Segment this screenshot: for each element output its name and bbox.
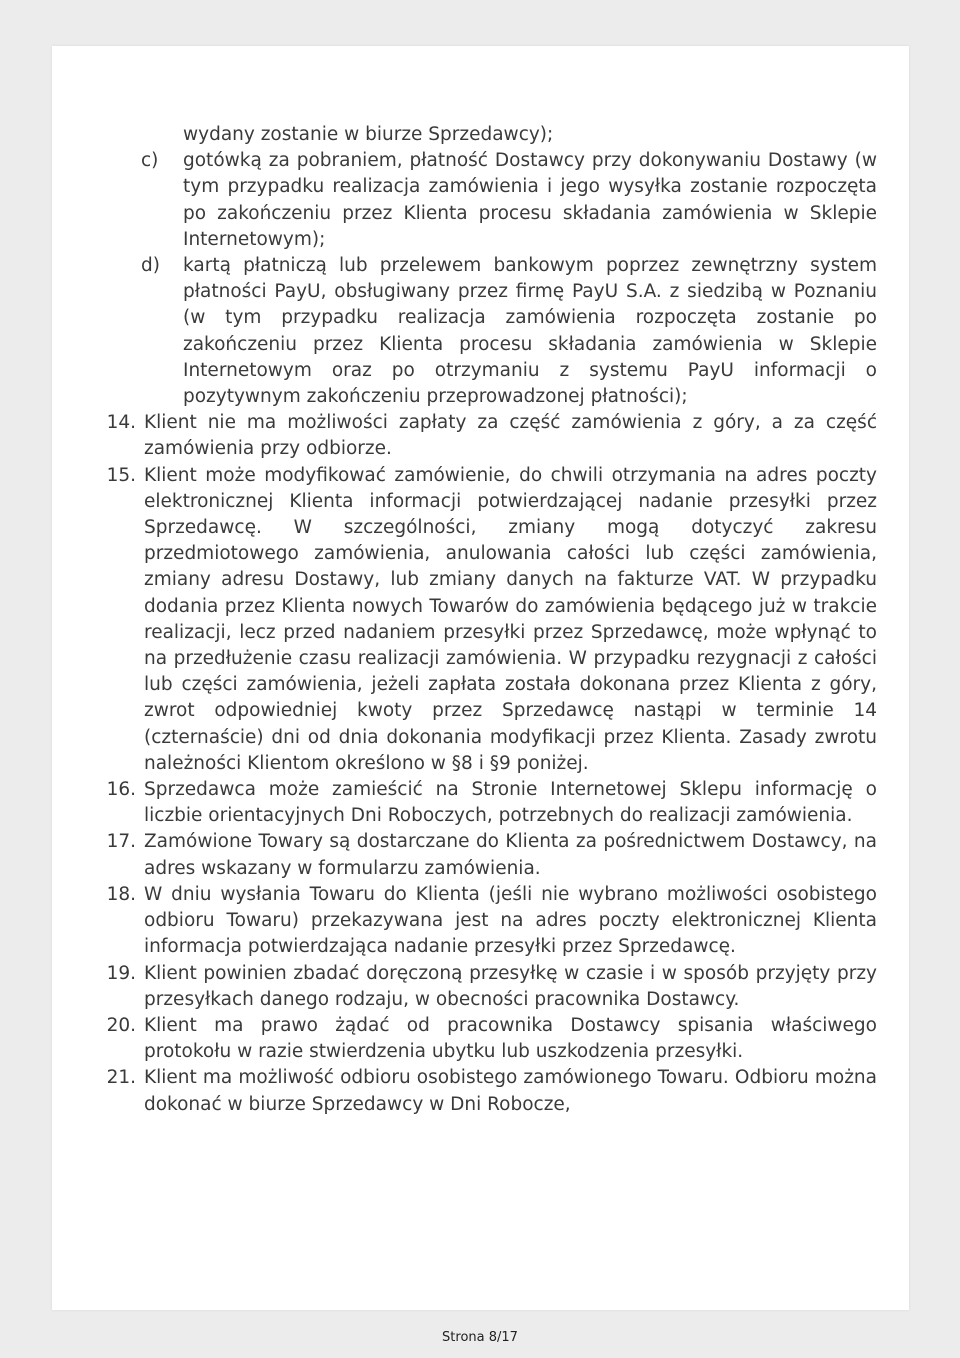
item-label: c) [141, 150, 159, 172]
document-content [102, 122, 877, 1118]
item-label: d) [141, 255, 160, 277]
item-text: Klient nie ma możliwości zapłaty za część zamówienia z góry, a za część zamówienia przy odbiorze. [144, 412, 877, 460]
list-item-14 [102, 410, 877, 462]
document-page [52, 46, 909, 1310]
list-item-d [141, 253, 877, 410]
item-text: kartą płatniczą lub przelewem bankowym poprzez zewnętrzny system płatności PayU, obsługiwany przez firmę PayU S.A. z siedzibą w Poznaniu (w tym przypadku realizacja zamówienia rozpoczęta zostanie po zakończeniu przez Klienta procesu składania zamówienia w Sklepie Internetowym oraz po otrzymaniu z systemu PayU informacji o pozytywnym zakończeniu przeprowadzonej płatności); [183, 255, 877, 408]
list-item-15 [102, 463, 877, 777]
item-text: Sprzedawca może zamieścić na Stronie Internetowej Sklepu informację o liczbie orientacyjnych Dni Roboczych, potrzebnych do realizacji zamówienia. [144, 779, 877, 827]
list-item-16 [102, 777, 877, 829]
item-number: 16. [106, 779, 136, 801]
list-item-c [141, 148, 877, 253]
item-text: Klient powinien zbadać doręczoną przesyłkę w czasie i w sposób przyjęty przy przesyłkach danego rodzaju, w obecności pracownika Dostawcy. [144, 962, 877, 1010]
list-item-21 [102, 1065, 877, 1117]
item-text: Klient ma prawo żądać od pracownika Dostawcy spisania właściwego protokołu w razie stwierdzenia ubytku lub uszkodzenia przesyłki. [144, 1014, 877, 1063]
item-number: 20. [106, 1014, 136, 1036]
list-item-17 [102, 829, 877, 881]
page-number: Strona 8/17 [442, 1330, 518, 1345]
item-text: Zamówione Towary są dostarczane do Klienta za pośrednictwem Dostawcy, na adres wskazany w formularzu zamówienia. [144, 831, 877, 879]
item-text: gotówką za pobraniem, płatność Dostawcy przy dokonywaniu Dostawy (w tym przypadku realizacja zamówienia i jego wysyłka zostanie rozpoczęta po zakończeniu przez Klienta procesu składania zamówienia w Sklepie Internetowym); [183, 150, 877, 250]
item-number: 18. [106, 883, 136, 905]
continuation-text: wydany zostanie w biurze Sprzedawcy); [183, 124, 554, 145]
item-number: 15. [106, 464, 136, 486]
item-number: 19. [106, 962, 136, 984]
list-item-20 [102, 1013, 877, 1065]
item-number: 14. [106, 412, 136, 434]
list-item-19 [102, 961, 877, 1013]
item-text: W dniu wysłania Towaru do Klienta (jeśli nie wybrano możliwości osobistego odbioru Towaru) przekazywana jest na adres poczty elektronicznej Klienta informacja potwierdzająca nadanie przesyłki przez Sprzedawcę. [144, 883, 877, 958]
list-item-18 [102, 882, 877, 961]
item-text: Klient może modyfikować zamówienie, do chwili otrzymania na adres poczty elektronicznej Klienta informacji potwierdzającej nadanie przesyłki przez Sprzedawcę. W szczególności, zmiany mogą dotyczyć zakresu przedmiotowego zamówienia, anulowania całości lub części zamówienia, zmiany adresu Dostawy, lub zmiany danych na fakturze VAT. W przypadku dodania przez Klienta nowych Towarów do zamówienia będącego już w trakcie realizacji, lecz przed nadaniem przesyłki przez Sprzedawcę, może wpłynąć to na przedłużenie czasu realizacji zamówienia. W przypadku rezygnacji z całości lub części zamówienia, jeżeli zapłata została dokonana przez Klienta z góry, zwrot odpowiedniej kwoty przez Sprzedawcę nastąpi w terminie 14 (czternaście) dni od dnia dokonania modyfikacji przez Klienta. Zasady zwrotu należności Klientom określono w §8 i §9 poniżej. [144, 464, 877, 774]
item-number: 21. [106, 1067, 136, 1089]
item-text: Klient ma możliwość odbioru osobistego zamówionego Towaru. Odbioru można dokonać w biurze Sprzedawcy w Dni Robocze, [144, 1067, 877, 1115]
item-number: 17. [106, 831, 136, 853]
